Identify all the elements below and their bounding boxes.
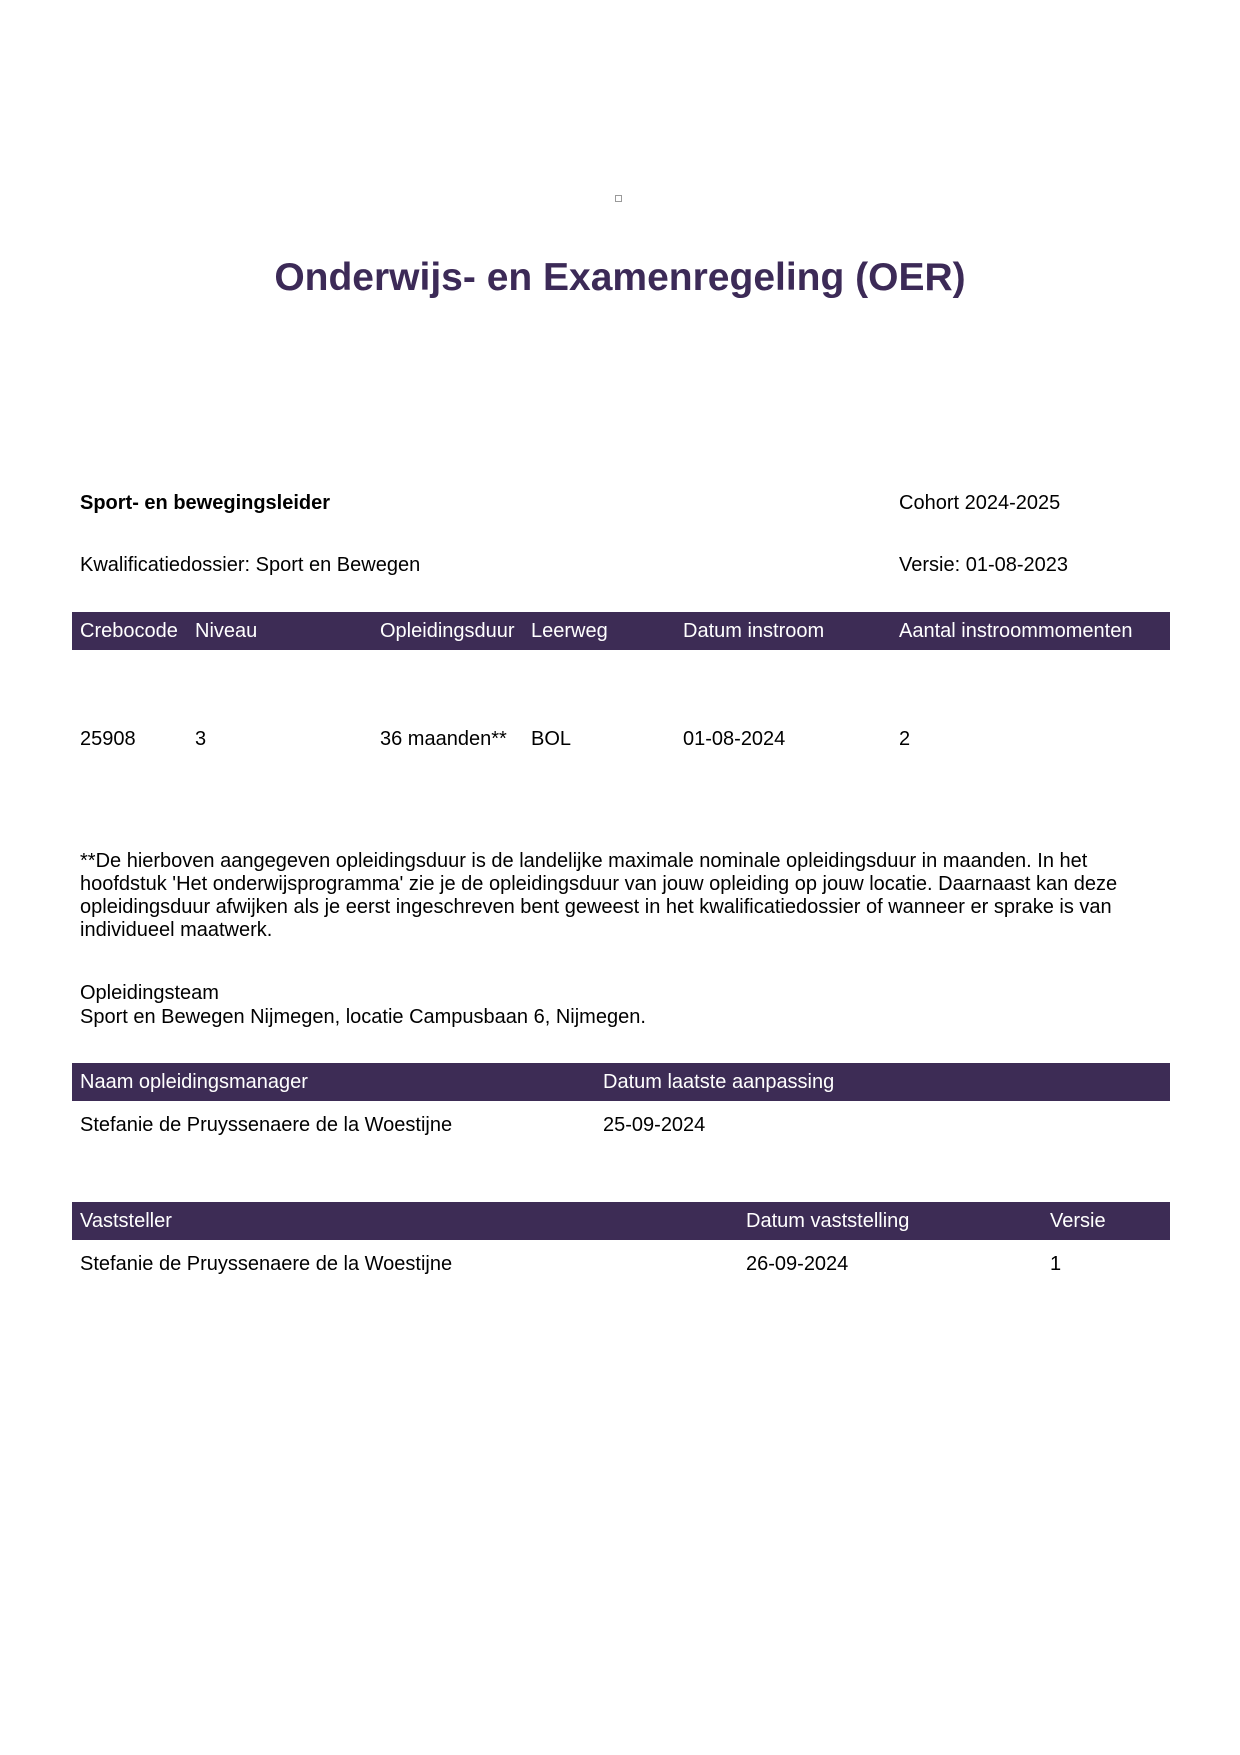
cell-approval-date: 26-09-2024 (746, 1253, 849, 1275)
cell-datum-instroom: 01-08-2024 (683, 728, 786, 750)
cell-aantal-instroommomenten: 2 (899, 728, 911, 750)
cell-niveau: 3 (195, 728, 207, 750)
header-datum-vaststelling: Datum vaststelling (746, 1210, 910, 1232)
header-leerweg: Leerweg (531, 620, 608, 642)
cell-last-modified: 25-09-2024 (603, 1114, 706, 1136)
team-location: Sport en Bewegen Nijmegen, locatie Campusbaan 6, Nijmegen. (80, 1006, 646, 1028)
header-opleidingsduur: Opleidingsduur (380, 620, 515, 642)
page-title: Onderwijs- en Examenregeling (OER) (274, 256, 966, 299)
header-naam-opleidingsmanager: Naam opleidingsmanager (80, 1071, 308, 1093)
header-versie: Versie (1050, 1210, 1106, 1232)
cell-manager-name: Stefanie de Pruyssenaere de la Woestijne (80, 1114, 453, 1136)
training-team (80, 981, 646, 1029)
cell-version: 1 (1050, 1253, 1062, 1275)
footnote: **De hierboven aangegeven opleidingsduur is de landelijke maximale nominale opleidingsduur in maanden. In het hoofdstuk 'Het onderwijsprogramma' zie je de opleidingsduur van jouw opleiding op jouw locatie. Daarnaast kan deze opleidingsduur afwijken als je eerst ingeschreven bent geweest in het kwalificatiedossier of wanneer er sprake is van individueel maatwerk. (80, 850, 1118, 941)
header-crebocode: Crebocode (80, 620, 178, 642)
cell-approver-name: Stefanie de Pruyssenaere de la Woestijne (80, 1253, 453, 1275)
team-label: Opleidingsteam (80, 982, 219, 1004)
header-aantal-instroommomenten: Aantal instroommomenten (899, 620, 1133, 642)
approval-table-header (72, 1202, 1170, 1240)
header-niveau: Niveau (195, 620, 258, 642)
version-label: Versie: 01-08-2023 (899, 554, 1069, 576)
cell-opleidingsduur: 36 maanden** (380, 728, 507, 750)
info-table-header (72, 612, 1170, 650)
header-datum-laatste-aanpassing: Datum laatste aanpassing (603, 1071, 835, 1093)
programme-name: Sport- en bewegingsleider (80, 492, 331, 514)
header-vaststeller: Vaststeller (80, 1210, 172, 1232)
cohort-label: Cohort 2024-2025 (899, 492, 1061, 514)
manager-table-header (72, 1063, 1170, 1101)
header-datum-instroom: Datum instroom (683, 620, 825, 642)
qualification-dossier: Kwalificatiedossier: Sport en Bewegen (80, 554, 421, 576)
logo-placeholder (615, 195, 622, 202)
cell-crebocode: 25908 (80, 728, 136, 750)
cell-leerweg: BOL (531, 728, 572, 750)
